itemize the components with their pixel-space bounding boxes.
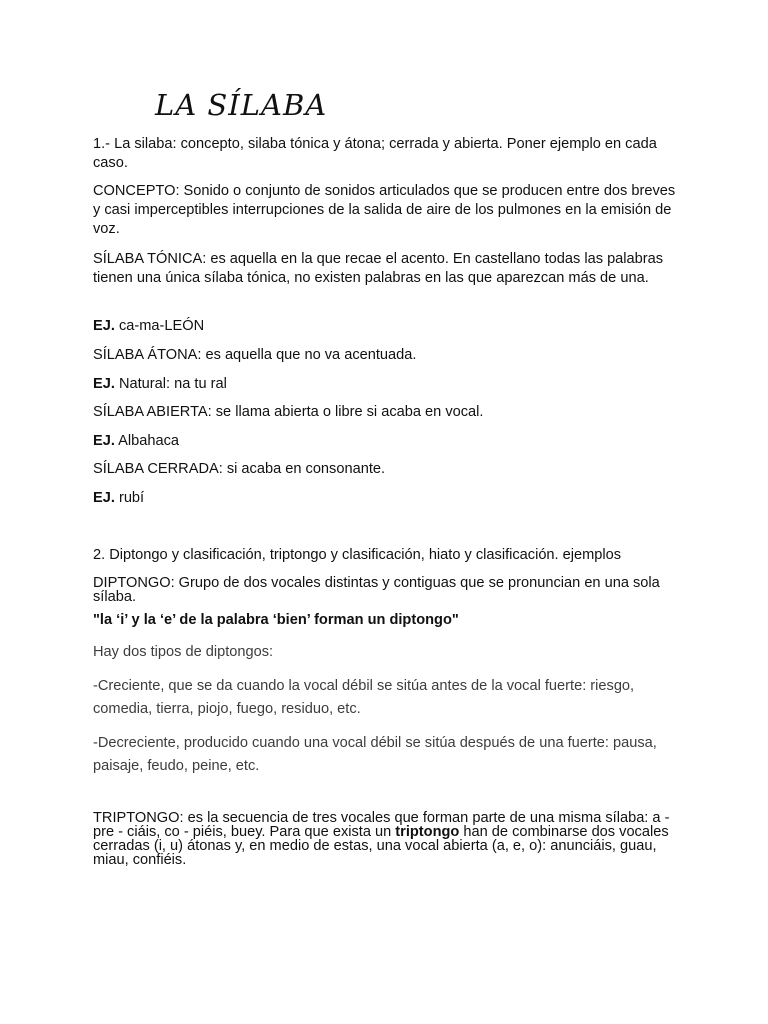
example-label: EJ. — [93, 376, 115, 392]
silaba-cerrada-paragraph: SÍLABA CERRADA: si acaba en consonante. — [93, 461, 386, 477]
example-2 — [93, 375, 683, 394]
example-label: EJ. — [93, 490, 115, 506]
diptongo-decreciente: -Decreciente, producido cuando una vocal débil se sitúa después de una fuerte: pausa, paisaje, feudo, peine, etc. — [93, 735, 657, 774]
tipos-diptongos: Hay dos tipos de diptongos: — [93, 644, 274, 660]
example-text: Natural: na tu ral — [114, 376, 227, 392]
example-1 — [93, 317, 683, 336]
triptongo-text-a: TRIPTONGO: es la secuencia de tres vocales que forman parte de una misma sílaba: a - pre - ciáis, co - piéis, buey. Para que exista un — [93, 810, 670, 840]
silaba-tonica-paragraph: SÍLABA TÓNICA: es aquella en la que recae el acento. En castellano todas las palabras tienen una única sílaba tónica, no existen palabras en las que aparezcan más de una. — [93, 251, 664, 286]
diptongo-paragraph: DIPTONGO: Grupo de dos vocales distintas y contiguas que se pronuncian en una sola sílaba. — [93, 575, 660, 605]
example-3 — [93, 432, 683, 451]
page-title: LA SÍLABA — [155, 88, 328, 122]
example-text: ca-ma-LEÓN — [114, 318, 205, 334]
diptongo-quote: "la ‘i’ y la ‘e’ de la palabra ‘bien’ forman un diptongo" — [93, 612, 459, 628]
triptongo-text-b: han de combinarse dos vocales cerradas (i, u) átonas y, en medio de estas, una vocal abierta (a, e, o): anunciáis, guau, miau, confiéis. — [93, 824, 669, 868]
example-label: EJ. — [93, 433, 115, 449]
example-label: EJ. — [93, 318, 115, 334]
question-2: 2. Diptongo y clasificación, triptongo y clasificación, hiato y clasificación. ejemplos — [93, 547, 622, 563]
diptongo-creciente: -Creciente, que se da cuando la vocal débil se sitúa antes de la vocal fuerte: riesgo, comedia, tierra, piojo, fuego, residuo, etc. — [93, 678, 635, 717]
triptongo-paragraph — [93, 811, 683, 867]
example-text: rubí — [114, 490, 145, 506]
example-text: Albahaca — [114, 433, 180, 449]
silaba-abierta-paragraph: SÍLABA ABIERTA: se llama abierta o libre si acaba en vocal. — [93, 404, 484, 420]
concepto-paragraph: CONCEPTO: Sonido o conjunto de sonidos articulados que se producen entre dos breves y casi imperceptibles interrupciones de la salida de aire de los pulmones en la emisión de voz. — [93, 183, 676, 237]
example-4 — [93, 489, 683, 508]
silaba-atona-paragraph: SÍLABA ÁTONA: es aquella que no va acentuada. — [93, 347, 417, 363]
question-1: 1.- La silaba: concepto, silaba tónica y átona; cerrada y abierta. Poner ejemplo en cada caso. — [93, 136, 657, 171]
triptongo-bold-term: triptongo — [395, 824, 460, 840]
